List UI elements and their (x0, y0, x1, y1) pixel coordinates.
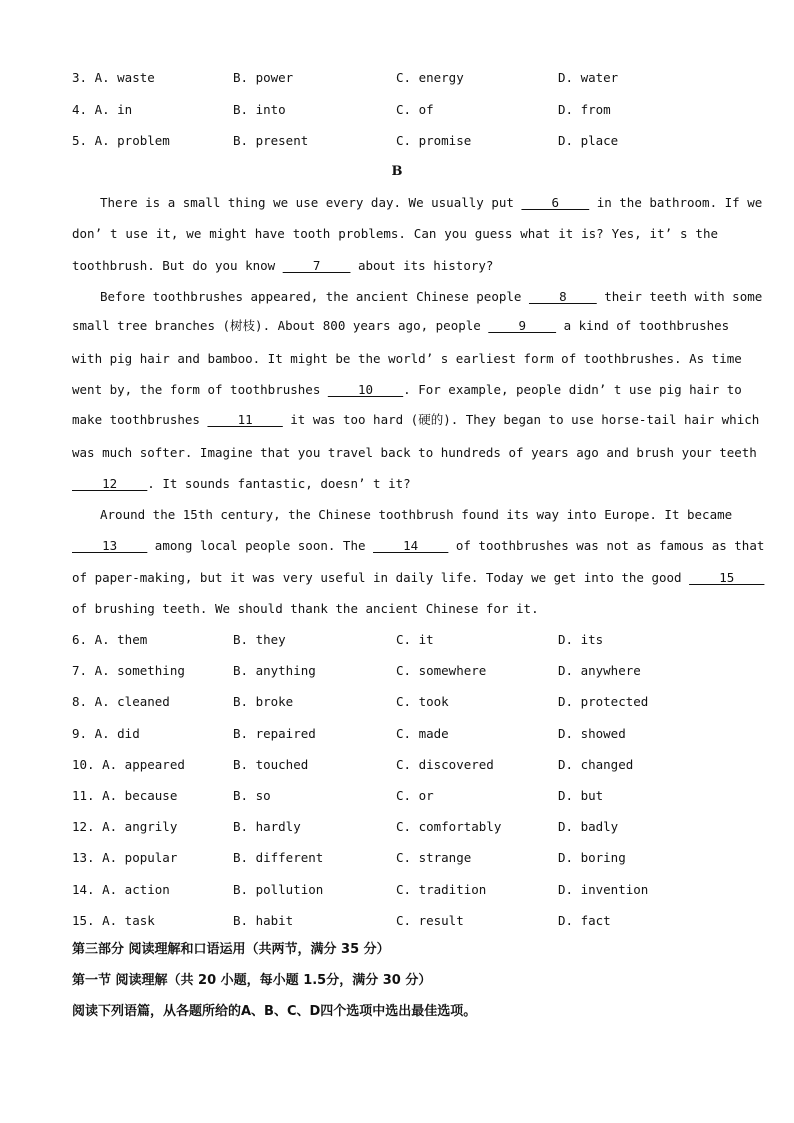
passage-line: of brushing teeth. We should thank the ancient Chinese for it. (72, 601, 539, 616)
question-6-options (72, 630, 732, 650)
passage-text: of toothbrushes was not as famous as that (448, 538, 765, 553)
passage-line: with pig hair and bamboo. It might be the world’ s earliest form of toothbrushes. As time (72, 351, 742, 366)
option-d: D. showed (558, 726, 626, 741)
passage-text: . It sounds fantastic, doesn’ t it? (147, 476, 411, 491)
option-b: B. into (233, 102, 286, 117)
option-d: D. changed (558, 757, 634, 772)
passage-line: Around the 15th century, the Chinese toothbrush found its way into Europe. It became (100, 507, 733, 522)
option-d: D. place (558, 133, 619, 148)
option-c: C. it (396, 632, 434, 647)
option-c: C. discovered (396, 757, 494, 772)
question-4-options (72, 100, 732, 120)
option-b: B. repaired (233, 726, 316, 741)
blank-12: ____12____ (72, 476, 148, 491)
question-10-options (72, 755, 732, 775)
option-c: C. result (396, 913, 464, 928)
option-c: C. energy (396, 70, 464, 85)
blank-11: ____11____ (207, 412, 283, 427)
question-13-options (72, 848, 732, 868)
option-d: D. anywhere (558, 663, 641, 678)
question-8-options (72, 692, 732, 712)
passage-text: make toothbrushes (72, 412, 208, 427)
option-d: D. water (558, 70, 619, 85)
option-c: C. promise (396, 133, 472, 148)
option-a: 10. A. appeared (72, 757, 185, 772)
passage-line (72, 256, 718, 276)
passage-text: went by, the form of toothbrushes (72, 382, 328, 397)
option-c: C. of (396, 102, 434, 117)
passage-text: their teeth with some (596, 289, 763, 304)
question-5-options (72, 131, 732, 151)
question-12-options (72, 817, 732, 837)
option-d: D. fact (558, 913, 611, 928)
passage-text: small tree branches (树枝). About 800 years ago, people (72, 318, 489, 333)
option-c: C. somewhere (396, 663, 487, 678)
passage-line: don’ t use it, we might have tooth problems. Can you guess what it is? Yes, it’ s the (72, 226, 718, 241)
blank-10: ____10____ (327, 382, 404, 397)
passage-line (72, 568, 765, 588)
passage-text: . For example, people didn’ t use pig hair to (403, 382, 742, 397)
passage-line: was much softer. Imagine that you travel back to hundreds of years ago and brush your teeth (72, 445, 757, 460)
passage-line (100, 287, 763, 307)
passage-line (72, 474, 718, 494)
option-c: C. or (396, 788, 434, 803)
blank-14: ____14____ (373, 538, 449, 553)
option-b: B. so (233, 788, 271, 803)
passage-text: a kind of toothbrushes (556, 318, 730, 333)
question-14-options (72, 880, 732, 900)
passage-text: toothbrush. But do you know (72, 258, 283, 273)
option-d: D. its (558, 632, 604, 647)
option-b: B. they (233, 632, 286, 647)
option-c: C. tradition (396, 882, 487, 897)
option-a: 4. A. in (72, 102, 133, 117)
passage-text: about its history? (350, 258, 494, 273)
question-7-options (72, 661, 732, 681)
option-d: D. invention (558, 882, 649, 897)
option-d: D. from (558, 102, 611, 117)
passage-line (72, 410, 760, 430)
option-c: C. strange (396, 850, 472, 865)
passage-line (100, 193, 763, 213)
option-a: 8. A. cleaned (72, 694, 170, 709)
question-15-options (72, 911, 732, 931)
option-a: 15. A. task (72, 913, 155, 928)
option-b: B. touched (233, 757, 309, 772)
instruction-text: 阅读下列语篇，从各题所给的A、B、C、D四个选项中选出最佳选项。 (72, 1004, 477, 1019)
passage-text: among local people soon. The (147, 538, 374, 553)
option-a: 3. A. waste (72, 70, 155, 85)
question-9-options (72, 724, 732, 744)
section-one-heading: 第一节 阅读理解（共 20 小题，每小题 1.5分，满分 30 分） (72, 973, 432, 988)
option-a: 12. A. angrily (72, 819, 178, 834)
option-d: D. badly (558, 819, 619, 834)
option-b: B. broke (233, 694, 294, 709)
option-a: 6. A. them (72, 632, 148, 647)
part-three-heading: 第三部分 阅读理解和口语运用（共两节，满分 35 分） (72, 942, 390, 957)
option-a: 13. A. popular (72, 850, 178, 865)
passage-text: in the bathroom. If we (589, 195, 763, 210)
option-c: C. comfortably (396, 819, 502, 834)
question-11-options (72, 786, 732, 806)
blank-7: ____7____ (282, 258, 351, 273)
option-b: B. present (233, 133, 309, 148)
option-c: C. made (396, 726, 449, 741)
option-a: 7. A. something (72, 663, 185, 678)
option-c: C. took (396, 694, 449, 709)
option-a: 11. A. because (72, 788, 178, 803)
option-b: B. anything (233, 663, 316, 678)
option-a: 5. A. problem (72, 133, 170, 148)
option-b: B. power (233, 70, 294, 85)
option-d: D. protected (558, 694, 649, 709)
passage-text: Before toothbrushes appeared, the ancient Chinese people (100, 289, 529, 304)
question-3-options (72, 68, 732, 88)
option-d: D. but (558, 788, 604, 803)
option-a: 9. A. did (72, 726, 140, 741)
passage-text: it was too hard (硬的). They began to use horse-tail hair which (282, 412, 760, 427)
option-b: B. habit (233, 913, 294, 928)
passage-text: There is a small thing we use every day. We usually put (100, 195, 522, 210)
option-b: B. different (233, 850, 324, 865)
passage-line (72, 536, 765, 556)
blank-6: ____6____ (521, 195, 590, 210)
section-b-title: B (391, 164, 403, 179)
option-a: 14. A. action (72, 882, 170, 897)
option-d: D. boring (558, 850, 626, 865)
blank-8: ____8____ (528, 289, 597, 304)
passage-text: of paper-making, but it was very useful in daily life. Today we get into the good (72, 570, 690, 585)
blank-9: ____9____ (488, 318, 557, 333)
passage-line (72, 380, 742, 400)
blank-15: ____15____ (689, 570, 765, 585)
passage-line (72, 316, 730, 336)
blank-13: ____13____ (72, 538, 148, 553)
option-b: B. pollution (233, 882, 324, 897)
option-b: B. hardly (233, 819, 301, 834)
